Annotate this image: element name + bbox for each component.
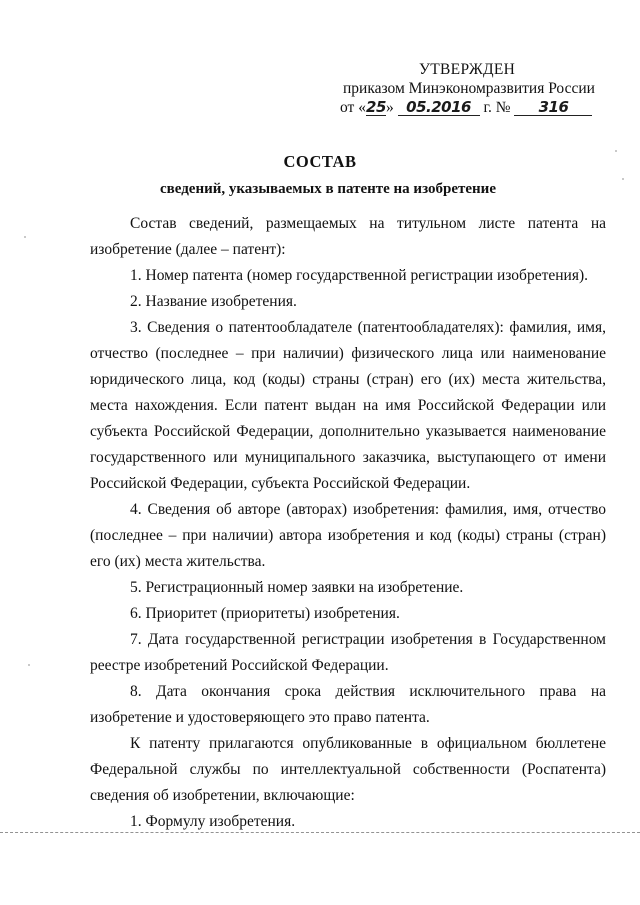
- scan-speck: [24, 236, 26, 238]
- date-quote-close: »: [385, 99, 394, 116]
- paragraph-item-5: 5. Регистрационный номер заявки на изобретение.: [130, 579, 464, 596]
- scan-speck: [28, 664, 30, 666]
- handwritten-month-year: 05.2016: [398, 99, 480, 116]
- approval-date-line: [340, 98, 610, 117]
- paragraph-item-6: 6. Приоритет (приоритеты) изобретения.: [130, 605, 400, 622]
- document-body: [90, 211, 606, 835]
- approval-title: УТВЕРЖДЕН: [419, 61, 516, 78]
- scan-fold-line: [0, 832, 640, 833]
- paragraph-attachment-1: 1. Формулу изобретения.: [130, 813, 296, 830]
- paragraph-intro: Состав сведений, размещаемых на титульном листе патента на изобретение (далее – патент):: [90, 215, 606, 258]
- handwritten-order-number: 316: [514, 99, 592, 116]
- approval-order-line: приказом Минэкономразвития России: [343, 80, 595, 97]
- date-prefix: от «: [340, 99, 366, 116]
- paragraph-item-3: 3. Сведения о патентообладателе (патентообладателях): фамилия, имя, отчество (последнее – при наличии) физического лица или наименование юридического лица, код (коды) страны (стран) его (их) места жительства, места нахождения. Если патент выдан на имя Российской Федерации или субъекта Российской Федерации, дополнительно указывается наименование государственного или муниципального заказчика, выступающего от имени Российской Федерации, субъекта Российской Федерации.: [90, 319, 606, 492]
- document-title: СОСТАВ: [283, 152, 357, 171]
- document-subtitle: сведений, указываемых в патенте на изобретение: [160, 181, 496, 197]
- paragraph-item-7: 7. Дата государственной регистрации изобретения в Государственном реестре изобретений Российской Федерации.: [90, 631, 606, 674]
- paragraph-item-8: 8. Дата окончания срока действия исключительного права на изобретение и удостоверяющего это право патента.: [90, 683, 606, 726]
- scan-speck: [622, 178, 624, 180]
- paragraph-item-1: 1. Номер патента (номер государственной регистрации изобретения).: [130, 267, 588, 284]
- paragraph-attachments: К патенту прилагаются опубликованные в официальном бюллетене Федеральной службы по интеллектуальной собственности (Роспатента) сведения об изобретении, включающие:: [90, 735, 606, 804]
- scan-speck: [615, 150, 617, 152]
- handwritten-day: 25: [366, 98, 386, 116]
- year-suffix: г. №: [483, 99, 511, 116]
- paragraph-item-2: 2. Название изобретения.: [130, 293, 297, 310]
- paragraph-item-4: 4. Сведения об авторе (авторах) изобретения: фамилия, имя, отчество (последнее – при наличии) автора изобретения и код (коды) страны (стран) его (их) места жительства.: [90, 501, 606, 570]
- approval-stamp: [340, 60, 610, 117]
